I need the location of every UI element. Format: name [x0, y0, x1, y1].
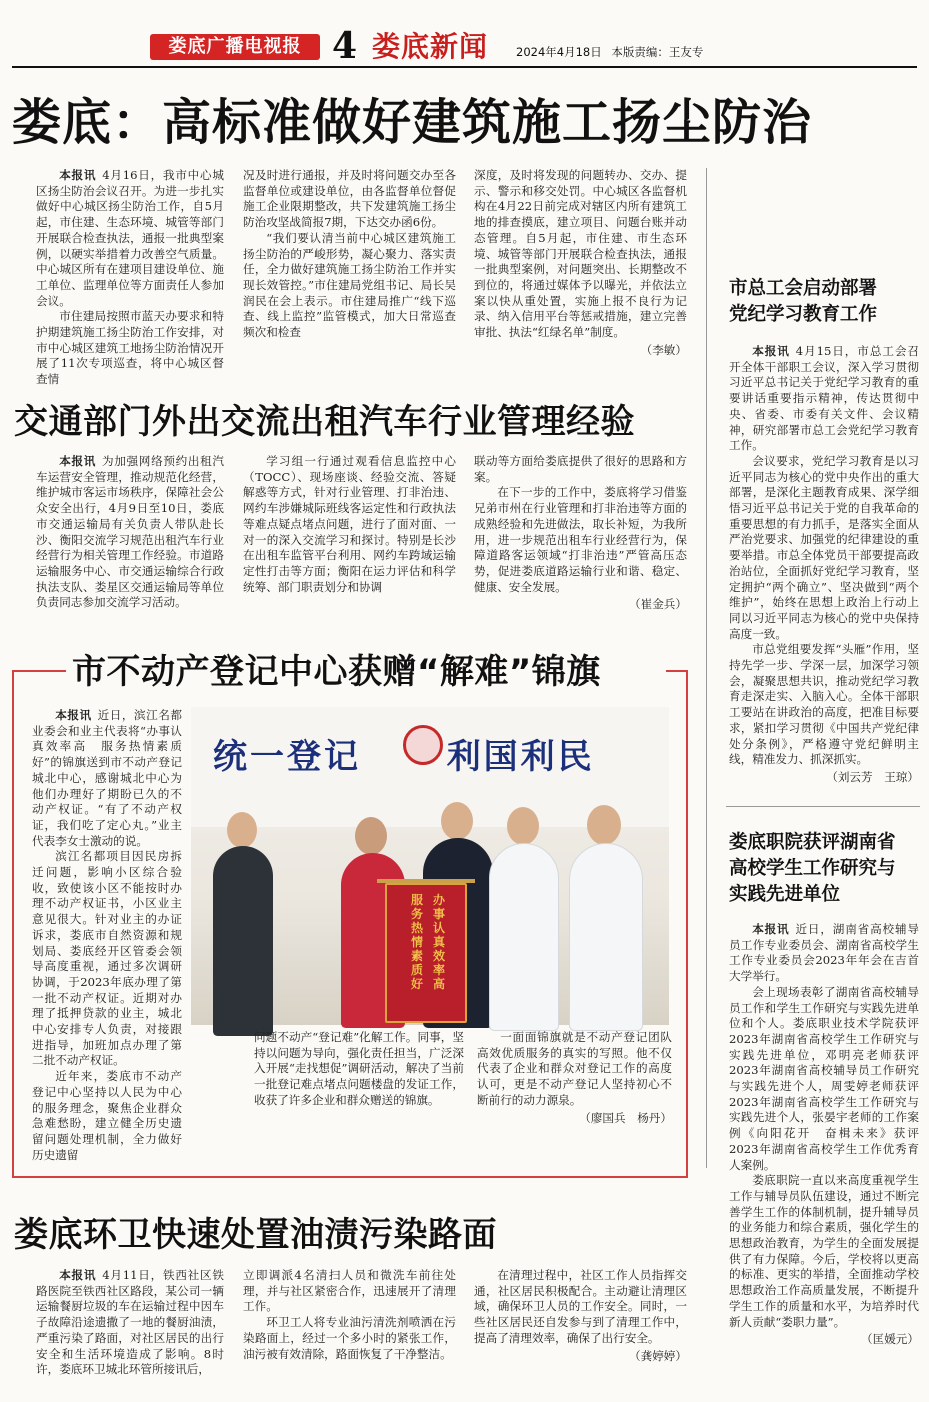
masthead-rule	[12, 66, 917, 68]
side1-lead: 本报讯	[752, 344, 790, 358]
article3-text: 问题不动产“登记难”化解工作。同事，坚持以问题为导向，强化责任担当，广泛深入开展“走找想促”调研活动，解决了当前一批登记难点堵点问题楼盘的发证工作，收获了许多企业和群众赠送的锦旗。	[254, 1030, 464, 1107]
article2-text: 联动等方面给娄底提供了很好的思路和方案。	[474, 454, 687, 484]
article2-text: 为加强网络预约出租汽车运营安全管理，推动规范化经营，维护城市客运市场秩序，保障社会公众安全出行，4月9日至10日，娄底市交通运输局有关负责人带队赴长沙、衡阳交流学习规范出租汽车行业经营行为相关管理工作经验。市道路运输服务中心、市交通运输综合行政执法支队、娄星区交通运输局等单位负责同志参加交流学习活动。	[36, 454, 224, 610]
article3-headline: 市不动产登记中心获赠“解难”锦旗	[66, 650, 666, 694]
side1-headline-line: 党纪学习教育工作	[729, 304, 878, 325]
banner-text-1: 办事认真效率高	[433, 893, 446, 991]
article1-headline: 娄底：高标准做好建筑施工扬尘防治	[12, 94, 813, 151]
side2-headline-line: 娄底职院获评湖南省	[729, 832, 896, 853]
sign-text-left: 统一登记	[213, 737, 361, 777]
registry-logo-icon	[403, 725, 443, 765]
article3-text: 一面面锦旗就是不动产登记团队高效优质服务的真实的写照。他不仅代表了企业和群众对登记工作的高度认可，更是不动产登记人坚持初心不断前行的动力源泉。	[477, 1030, 672, 1107]
article3-lead: 本报讯	[55, 708, 92, 722]
article1-col3	[474, 168, 687, 368]
section-title: 娄底新闻	[372, 30, 489, 63]
article1-lead: 本报讯	[59, 168, 97, 182]
side1-text: 4月15日，市总工会召开全体干部职工会议，深入学习贯彻习近平总书记关于党纪学习教育的重要讲话重要指示精神，传达贯彻中央、省委、市委有关文件、会议精神，研究部署市总工会党纪学习教育工作。	[729, 344, 919, 453]
article1-byline: （李敏）	[640, 342, 687, 357]
side1-headline	[729, 276, 921, 328]
side2-body	[729, 922, 919, 1394]
article1-text: 深度，及时将发现的问题转办、交办、提示、警示和移交处罚。中心城区各监督机构在4月22日前完成对辖区内所有建筑工地的排查摸底，建立项目、问题台账并动态管理。自5月起，市住建、市生态环境、城管等部门开展联合检查执法，通报一批典型案例，对问题突出、长期整改不到位的，将通过媒体予以曝光，并依法立案以快从重处置，实施上报不良行为记录、纳入信用平台等惩戒措施，建立完善审批、执法“红绿名单”制度。	[474, 168, 687, 340]
side2-byline: （匡媛元）	[861, 1332, 919, 1347]
article4-text: 立即调派4名清扫人员和微洗车前往处理，并与社区紧密合作，迅速展开了清理工作。	[243, 1268, 456, 1314]
side2-text: 娄底职院一直以来高度重视学生工作与辅导员队伍建设，通过不断完善学生工作的体制机制，提升辅导员的业务能力和综合素质，强化学生的思想政治教育，为学生的全面发展提供了有力保障。今后，学校将以更高的标准、更实的举措，全面推动学校思想政治工作高质量发展，不断提升学生工作的质量和水平，为培养时代新人贡献“娄职力量”。	[729, 1173, 919, 1329]
article1-col1	[36, 168, 224, 387]
article4-col3	[474, 1268, 687, 1396]
article2-headline: 交通部门外出交流出租汽车行业管理经验	[14, 402, 635, 442]
article4-col1	[36, 1268, 224, 1394]
side1-body	[729, 344, 919, 800]
article2-col3	[474, 454, 687, 630]
page-number: 4	[332, 25, 358, 67]
side2-headline	[729, 830, 921, 908]
article3-byline: （廖国兵 杨丹）	[579, 1110, 672, 1125]
article2-text: 学习组一行通过观看信息监控中心（TOCC）、现场座谈、经验交流、答疑解惑等方式，针对行业管理、打非治违、网约车涉嫌城际班线客运定性和行政执法等难点疑点堵点问题，进行了面对面、一对一的深入交流学习和探讨。特别是长沙在出租车监管平台利用、网约车跨域运输定性打击等方面；衡阳在运力评估和科学统筹、部门职责划分和协调	[243, 454, 456, 594]
side2-headline-line: 高校学生工作研究与	[729, 858, 896, 879]
side1-text: 市总党组要发挥“头雁”作用，坚持先学一步、学深一层，加深学习领会，凝聚思想共识，推动党纪学习教育走深走实、入脑入心。全体干部职工要站在讲政治的高度，把准目标要求，紧扣学习贯彻《中国共产党纪律处分条例》，严格遵守党纪鲜明主线，精准发力、抓深抓实。	[729, 642, 919, 767]
article2-col2	[243, 454, 456, 626]
issue-info	[516, 44, 703, 60]
article3-text: 滨江名都项目因民房拆迁问题，影响小区综合验收，致使该小区不能按时办理不动产权证书，小区业主意见很大。针对业主的办证诉求，娄底市自然资源和规划局、娄底经开区管委会领导高度重视，通过多次调研协调，于2023年底办理了第一批不动产权证。近期对办理了抵押贷款的业主，城北中心安排专人负责，对接跟进指导，加班加点办理了第二批不动产权证。	[32, 849, 182, 1068]
article1-text: 市住建局按照市蓝天办要求和特护期建筑施工扬尘防治工作安排，对市中心城区建筑工地扬尘防治情况开展了11次专项巡查，将中心城区督查情	[36, 309, 224, 387]
page-editor: 本版责编：王友专	[611, 45, 704, 59]
newspaper-brand: 娄底广播电视报	[150, 34, 320, 60]
article3-text: 近日，滨江名都业委会和业主代表将“办事认真效率高 服务热情素质好”的锦旗送到市不动产登记城北中心，感谢城北中心为他们办理好了期盼已久的不动产权证。“有了不动产权证，我们吃了定心丸。”业主代表李女士激动的说。	[32, 708, 182, 848]
side2-text: 近日，湖南省高校辅导员工作专业委员会、湖南省高校学生工作专业委员会2023年年会在吉首大学举行。	[729, 922, 919, 984]
column-divider	[706, 168, 707, 1168]
article2-col1	[36, 454, 224, 626]
article3-col1	[32, 708, 182, 1164]
side2-lead: 本报讯	[752, 922, 790, 936]
article4-lead: 本报讯	[59, 1268, 97, 1282]
article4-byline: （龚婷婷）	[629, 1348, 687, 1363]
banner-text-2: 服务热情素质好	[411, 893, 424, 991]
article2-text: 在下一步的工作中，娄底将学习借鉴兄弟市州在行业管理和打非治违等方面的成熟经验和先进做法，取长补短，为我所用，进一步规范出租车行业经营行为，保障道路客运领域“打非治违”严管高压态势，促进娄底道路运输行业和谐、稳定、健康、安全发展。	[474, 485, 687, 594]
side1-headline-line: 市总工会启动部署	[729, 278, 878, 299]
side2-headline-line: 实践先进单位	[729, 884, 841, 905]
article3-text: 近年来，娄底市不动产登记中心坚持以人民为中心的服务理念，聚焦企业群众急难愁盼，建立健全历史遗留问题处理机制，全力做好历史遗留	[32, 1069, 182, 1162]
article1-col2	[243, 168, 456, 364]
article1-text: “我们要认清当前中心城区建筑施工扬尘防治的严峻形势，凝心聚力、落实责任，全力做好建筑施工扬尘防治工作并实现长效管控。”市住建局党组书记、局长吴润民在会上表示。市住建局推广“线下巡查、线上监控”监管模式，加大日常巡查频次和检查	[243, 230, 456, 340]
issue-date: 2024年4月18日	[516, 45, 602, 59]
award-ceremony-photo	[191, 707, 669, 1025]
article4-text: 4月11日，铁西社区铁路医院至铁西社区路段，某公司一辆运输餐厨垃圾的车在运输过程中因车子故障沿途遗撒了一地的餐厨油渍，严重污染了路面，对社区居民的出行安全和生活环境造成了影响。8时许，娄底环卫城北环管所接讯后，	[36, 1268, 224, 1377]
article1-text: 况及时进行通报，并及时将问题交办至各监督单位或建设单位，由各监督单位督促施工企业限期整改，共下发建筑施工扬尘防治攻坚战简报7期，下达交办函6份。	[243, 168, 456, 230]
article3-col3	[477, 1030, 672, 1166]
side1-byline: （刘云芳 王琼）	[826, 769, 919, 784]
article2-lead: 本报讯	[59, 454, 96, 468]
side2-text: 会上现场表彰了湖南省高校辅导员工作和学生工作研究与实践先进单位和个人。娄底职业技术学院获评2023年湖南省高校学生工作研究与实践先进单位，邓明亮老师获评2023年湖南省高校辅导员工作研究与实践先进个人，周雯婷老师获评2023年湖南省高校学生工作研究与实践先进个人，张晏宇老师的工作案例《向阳花开 奋楫未来》获评2023年湖南省高校学生工作优秀育人案例。	[729, 984, 919, 1172]
side1-text: 会议要求，党纪学习教育是以习近平同志为核心的党中央作出的重大部署，是深化主题教育成果、深学细悟习近平总书记关于党的自我革命的重要思想的有力抓手，是落实全面从严治党要求、加强党的纪律建设的重要举措。市总全体党员干部要提高政治站位，全面抓好党纪学习教育，坚定拥护“两个确立”、坚决做到“两个维护”，始终在思想上政治上行动上同以习近平同志为核心的党中央保持高度一致。	[729, 453, 919, 641]
sign-text-right: 利国利民	[446, 737, 595, 777]
article2-byline: （崔金兵）	[629, 597, 687, 612]
article4-text: 在清理过程中，社区工作人员指挥交通，社区居民积极配合。主动避让清理区域，确保环卫人员的工作安全。同时，一些社区居民还自发参与到了清理工作中，提高了清理效率，确保了出行安全。	[474, 1268, 687, 1345]
article4-col2	[243, 1268, 456, 1394]
honor-banner	[385, 883, 467, 1023]
article1-text: 4月16日，我市中心城区扬尘防治会议召开。为进一步扎实做好中心城区扬尘防治工作，自5月起，市住建、生态环境、城管等部门开展联合检查执法，通报一批典型案例，以硬实举措着力改善空气质量。中心城区所有在建项目建设单位、施工单位、监理单位等方面责任人参加会议。	[36, 168, 224, 308]
article4-headline: 娄底环卫快速处置油渍污染路面	[14, 1215, 497, 1255]
side-divider	[726, 806, 920, 807]
article4-text: 环卫工人将专业油污清洗剂喷洒在污染路面上，经过一个多小时的紧张工作，油污被有效清除，路面恢复了干净整洁。	[243, 1315, 456, 1361]
article3-col2	[254, 1030, 464, 1162]
